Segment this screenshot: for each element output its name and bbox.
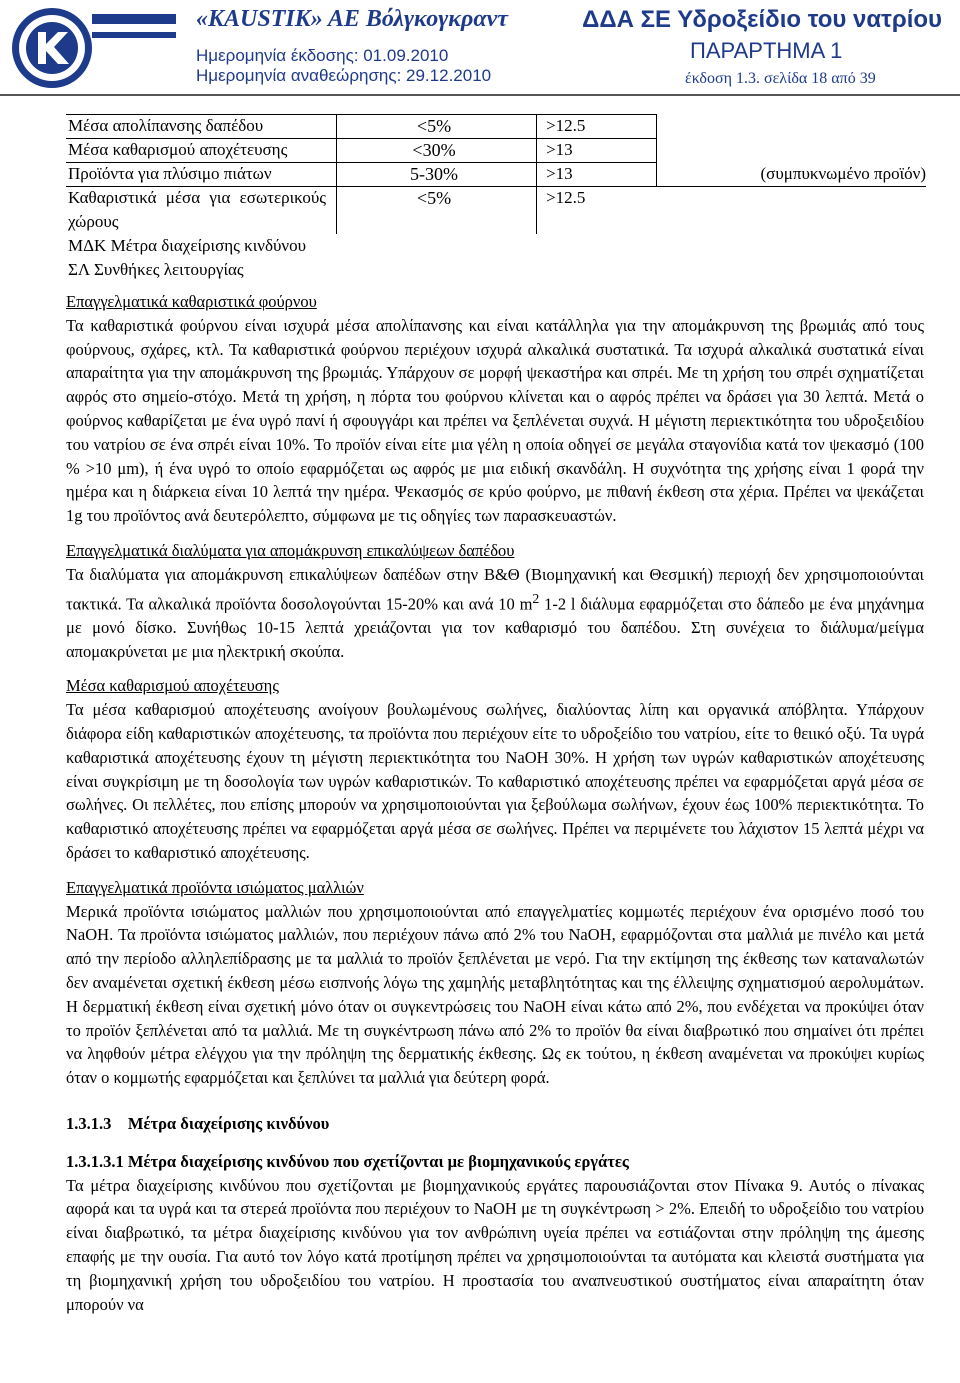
table-row bbox=[66, 138, 926, 162]
heading-number: 1.3.1.3.1 bbox=[66, 1151, 124, 1171]
page-header bbox=[0, 0, 960, 96]
table-cell: (συμπυκνωμένο προϊόν) bbox=[760, 164, 926, 183]
company-logo bbox=[8, 4, 176, 92]
section-title: Μέσα καθαρισμού αποχέτευσης bbox=[66, 676, 279, 696]
table-row bbox=[66, 114, 926, 138]
company-name: «KAUSTIK» AE Βόλγκογκραντ bbox=[196, 6, 508, 32]
header-divider bbox=[0, 94, 960, 96]
heading-number: 1.3.1.3 bbox=[66, 1114, 112, 1133]
table-cell: >12.5 bbox=[546, 116, 586, 135]
heading-title: Μέτρα διαχείρισης κινδύνου bbox=[127, 1114, 330, 1133]
section-paragraph: Τα καθαριστικά φούρνου είναι ισχυρά μέσα απολίπανσης και είναι κατάλληλα για την απομάκρυνση της βρωμιάς από τους φούρνους, σχάρες, κτλ. Τα καθαριστικά φούρνου περιέχουν ισχυρά αλκαλικά συστατικά. Τα ισχυρά αλκαλικά συστατικά είναι απαραίτητα για την απομάκρυνση της βρωμιάς. Υπάρχουν σε μορφή ψεκαστήρα και σπρέι. Με τη χρήση του σπρέι σχηματίζεται αφρός στο σημείο-στόχο. Μετά τη χρήση, η πόρτα του φούρνου κλίνεται και ο αφρός πρέπει να δράσει για 30 λεπτά. Μετά ο φούρνος καθαρίζεται με ένα υγρό πανί ή σφουγγάρι και πρέπει να ξεπλένεται συχνά. Η μέγιστη περιεκτικότητα του υδροξειδίου του νατρίου σε ένα σπρέι είναι 10%. Το προϊόν είναι είτε μια γέλη η οποία οδηγεί σε μεγάλα σταγονίδια κατά τον ψεκασμό (100 % >10 μm), ή ένα υγρό το οποίο εφαρμόζεται ως αφρός με μια ειδική σκανδάλη. Η συχνότητα της χρήσης είναι 1 φορά την ημέρα και η διάρκεια είναι 10 λεπτά την ημέρα. Ψεκασμός σε κρύο φούρνο, με πιθανή έκθεση στα χέρια. Πρέπει να ψεκάζεται 1g του προϊόντος ανά δευτερόλεπτο, σύμφωνα με τις οδηγίες των παρασκευαστών. bbox=[66, 315, 924, 526]
kaustik-logo-icon bbox=[8, 4, 176, 92]
section-paragraph: Μερικά προϊόντα ισιώματος μαλλιών που χρησιμοποιούνται από επαγγελματίες κομμωτές περιέχουν ένα ορισμένο ποσό του NaOH. Τα προϊόντα ισιώματος μαλλιών, που περιέχουν πάνω από 2% του NaOH, εφαρμόζονται στα μαλλιά με πινέλο και μετά από την περίοδο αλληλεπίδρασης με τα μαλλιά το προϊόν ξεπλένεται με νερό. Για την εκτίμηση της έκθεσης των καταναλωτών δεν αναμένεται σχετική έκθεση μέσω εισπνοής λόγω της χαμηλής μεταβλητότητας και της έλλειψης σχηματισμού αερολυμάτων. Η δερματική έκθεση είναι σχετική μόνο όταν οι συγκεντρώσεις του NaOH είναι κάτω από 2%, που ενδέχεται να προκύψει όταν το προϊόν ξεπλένεται από τα μαλλιά. Με τη συγκέντρωση πάνω από 2% το προϊόν θα είναι διαβρωτικό που σημαίνει ότι πρέπει να ληφθούν μέτρα ελέγχου για την πρόληψη της δερματικής έκθεσης. Ως εκ τούτου, η έκθεση αναμένεται να προκύψει κυρίως όταν ο κομμωτής εφαρμόζεται και ξεπλύνει τα μαλλιά για δεύτερη φορά. bbox=[66, 901, 924, 1088]
paragraph-text: 1-2 l διάλυμα εφαρμόζεται στο δάπεδο με ένα μηχάνημα με μονό δίσκο. Συνήθως 10-15 λεπτά χρειάζονται για τον καθαρισμό του δαπέδου. Στη συνέχεια το διάλυμα/μείγμα απομακρύνεται με μια ηλεκτρική σκούπα. bbox=[66, 594, 924, 661]
table-rule bbox=[336, 114, 337, 234]
table-cell: <30% bbox=[412, 140, 456, 160]
table-rule bbox=[66, 138, 656, 139]
table-cell: <5% bbox=[416, 188, 452, 208]
table-cell: Προϊόντα για πλύσιμο πιάτων bbox=[68, 164, 272, 183]
document-body bbox=[66, 290, 924, 1316]
table-cell: <5% bbox=[416, 116, 452, 136]
section-title: Επαγγελματικά διαλύματα για απομάκρυνση επικαλύψεων δαπέδου bbox=[66, 540, 515, 560]
table-note-text: ΜΔΚ Μέτρα διαχείρισης κινδύνου bbox=[68, 236, 306, 255]
table-cell: >13 bbox=[546, 140, 573, 159]
section-title: Επαγγελματικά προϊόντα ισιώματος μαλλιών bbox=[66, 877, 364, 897]
heading-title: Μέτρα διαχείρισης κινδύνου που σχετίζονται με βιομηχανικούς εργάτες bbox=[127, 1151, 629, 1171]
table-rule bbox=[66, 114, 656, 115]
table-row bbox=[66, 162, 926, 186]
table-cell: χώρους bbox=[68, 212, 119, 231]
heading-level-4 bbox=[66, 1112, 924, 1136]
table-cell: Καθαριστικά μέσα για εσωτερικούς bbox=[68, 188, 326, 207]
paragraph-text: Τα διαλύματα για απομάκρυνση επικαλύψεων δαπέδων στην Β&Θ (Βιομηχανική και Θεσμική) περιοχή δεν χρησιμοποιούνται τακτικά. Τα αλκαλικά προϊόντα δοσολογούνται 15-20% και ανά 10 m bbox=[66, 564, 924, 614]
table-rule bbox=[66, 162, 656, 163]
section-paragraph: Τα μέτρα διαχείρισης κινδύνου που σχετίζονται με βιομηχανικούς εργάτες παρουσιάζονται στον Πίνακα 9. Αυτός ο πίνακας αφορά και τα υγρά και τα στερεά προϊόντα που περιέχουν το NaOH με τη συγκέντρωση > 2%. Επειδή το υδροξείδιο του νατρίου είναι διαβρωτικό, τα μέτρα διαχείρισης κινδύνου για τον ανθρώπινη υγεία πρέπει να εστιάζονται στην πρόληψη της άμεσης επαφής με την ουσία. Για αυτό τον λόγο κατά προτίμηση πρέπει να χρησιμοποιούνται τα αυτόματα και κλειστά συστήματα για τη βιομηχανική χρήση του υδροξειδίου του νατρίου. Η προστασία του αναπνευστικού συστήματος είναι απαραίτητη όταν μπορούν να bbox=[66, 1175, 924, 1314]
appendix-label: ΠΑΡΑΡΤΗΜΑ 1 bbox=[690, 38, 843, 63]
page-info: έκδοση 1.3. σελίδα 18 από 39 bbox=[685, 70, 876, 87]
table-note-text: ΣΛ Συνθήκες λειτουργίας bbox=[68, 260, 244, 279]
heading-level-5 bbox=[66, 1150, 924, 1174]
table-rule bbox=[536, 114, 537, 234]
superscript: 2 bbox=[532, 590, 540, 606]
concentration-table bbox=[66, 114, 926, 282]
table-rule bbox=[66, 186, 926, 187]
table-cell: >13 bbox=[546, 164, 573, 183]
table-cell: Μέσα καθαρισμού αποχέτευσης bbox=[68, 140, 288, 159]
section-paragraph bbox=[66, 563, 924, 664]
table-note bbox=[66, 234, 926, 258]
section-title: Επαγγελματικά καθαριστικά φούρνου bbox=[66, 292, 317, 311]
document-title: ΔΔΑ ΣΕ Υδροξείδιο του νατρίου bbox=[582, 6, 942, 33]
table-note bbox=[66, 258, 926, 282]
revision-date: Ημερομηνία αναθεώρησης: 29.12.2010 bbox=[196, 66, 492, 85]
table-row bbox=[66, 186, 926, 234]
table-cell: Μέσα απολίπανσης δαπέδου bbox=[68, 116, 264, 135]
table-cell: >12.5 bbox=[546, 188, 586, 207]
section-paragraph: Τα μέσα καθαρισμού αποχέτευσης ανοίγουν βουλωμένους σωλήνες, διαλύοντας λίπη και οργανικά απόβλητα. Υπάρχουν διάφορα είδη καθαριστικών αποχέτευσης, τα προϊόντα που περιέχουν είτε το υδροξείδιο του νατρίου, είτε το θειικό οξύ. Τα υγρά καθαριστικά αποχέτευσης έχουν τη μέγιστη περιεκτικότητα του NaOH 30%. Η χρήση των υγρών καθαριστικών αποχέτευσης είναι συγκρίσιμη με τη δοσολογία των υγρών καθαριστικών. Το καθαριστικό αποχέτευσης πρέπει να εφαρμόζεται αργά μέσα σε σωλήνες. Οι πελλέτες, που επίσης μπορούν να χρησιμοποιούνται για ξεβούλωμα σωλήνων, έχουν έως 100% περιεκτικότητα. Το καθαριστικό αποχέτευσης πρέπει να εφαρμόζεται αργά μέσα σε σωλήνες. Πρέπει να περιμένετε του λάχιστον 15 λεπτά μέχρι να δράσει το καθαριστικό αποχέτευσης. bbox=[66, 700, 924, 863]
table-rule bbox=[656, 114, 657, 186]
issue-date: Ημερομηνία έκδοσης: 01.09.2010 bbox=[196, 46, 449, 65]
table-cell: 5-30% bbox=[410, 164, 458, 184]
